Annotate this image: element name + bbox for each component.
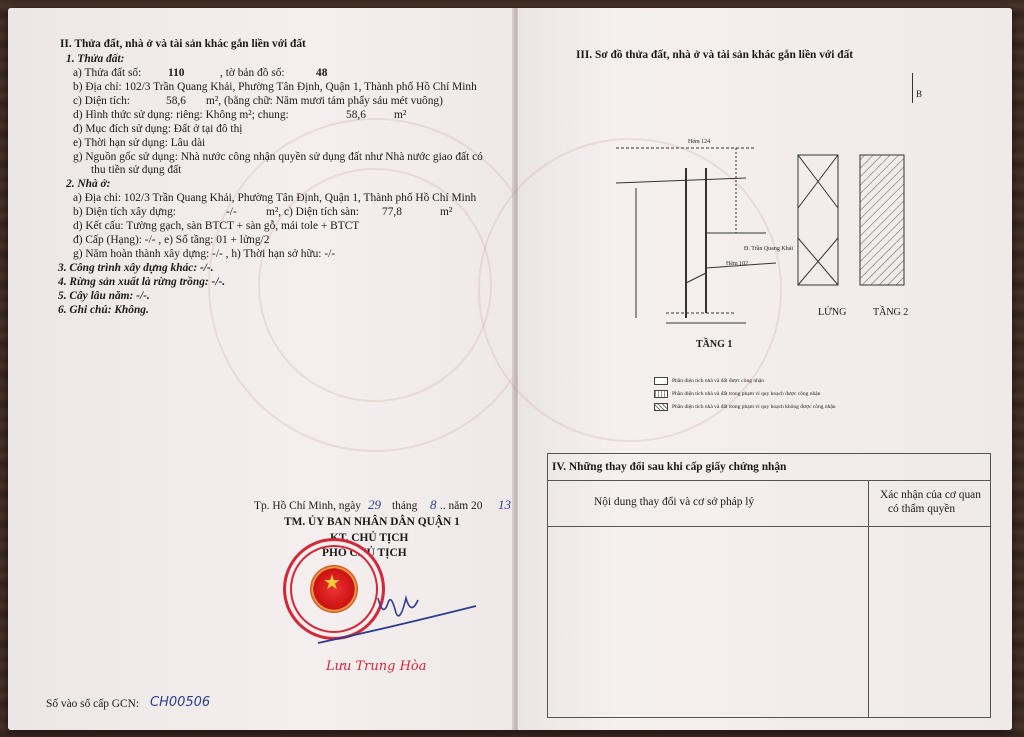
usage-origin-line2: thu tiền sử dụng đất (91, 164, 182, 176)
table-column-divider (868, 480, 869, 717)
perennial-trees: 5. Cây lâu năm: -/-. (58, 290, 150, 302)
mezzanine-plan (796, 153, 844, 293)
house-structure: d) Kết cấu: Tường gạch, sàn BTCT + sàn gỗ, mái tole + BTCT (73, 220, 360, 232)
section3-title: III. Sơ đồ thửa đất, nhà ở và tài sản khác gắn liền với đất (576, 49, 854, 61)
notes: 6. Ghi chú: Không. (58, 304, 149, 316)
issue-month-label: tháng (392, 500, 418, 512)
handwritten-signature (308, 568, 508, 648)
legend-recognized: Phần diện tích nhà và đất được công nhận (672, 378, 765, 384)
usage-term: e) Thời hạn sử dụng: Lâu dài (73, 137, 206, 149)
street-label: Đ. Trần Quang Khải (744, 246, 793, 252)
mezzanine-label: LỬNG (818, 307, 847, 318)
vice-chairman: PHÓ CHỦ TỊCH (322, 547, 407, 559)
table-divider (548, 480, 990, 481)
floor-area-label: m², c) Diện tích sàn: (266, 206, 359, 218)
lot-label: a) Thửa đất số: (73, 67, 142, 79)
legend-planned: Phần diện tích nhà và đất trong phạm vi quy hoạch được công nhận (672, 391, 821, 397)
column-confirmation-line1: Xác nhận của cơ quan (880, 489, 981, 501)
section2-title: II. Thửa đất, nhà ở và tài sản khác gắn liền với đất (60, 38, 306, 50)
house-completion: g) Năm hoàn thành xây dựng: -/- , h) Thời hạn sở hữu: -/- (73, 248, 336, 260)
land-heading: 1. Thửa đất: (66, 53, 125, 65)
legend-swatch-recognized (654, 377, 668, 385)
floor2-plan (858, 153, 908, 293)
house-grade-floors: đ) Cấp (Hạng): -/- , e) Số tầng: 01 + lửng/2 (73, 234, 270, 246)
shared-area-value: 58,6 (346, 109, 366, 121)
certificate-sheet (8, 8, 1012, 730)
house-heading: 2. Nhà ở: (66, 178, 111, 190)
issue-year-label: .. năm 20 (440, 500, 483, 512)
floor2-label: TẦNG 2 (873, 307, 909, 318)
column-confirmation-line2: có thẩm quyền (888, 503, 956, 515)
land-area-label: c) Diện tích: (73, 95, 130, 107)
land-address: b) Địa chỉ: 102/3 Trần Quang Khải, Phường Tân Định, Quận 1, Thành phố Hồ Chí Minh (73, 81, 477, 93)
left-page (8, 8, 514, 730)
gcn-book-number: CH00506 (150, 695, 211, 710)
floor-area-value: 77,8 (382, 206, 402, 218)
usage-purpose: đ) Mục đích sử dụng: Đất ở tại đô thị (73, 123, 243, 135)
issue-date-prefix: Tp. Hồ Chí Minh, ngày (254, 500, 361, 512)
shared-area-unit: m² (394, 109, 407, 121)
land-area-text: m², (bằng chữ: Năm mươi tám phẩy sáu mét vuông) (206, 95, 443, 107)
legend-not-recognized: Phần diện tích nhà và đất trong phạm vi quy hoạch không được công nhận (672, 404, 836, 410)
signer-name: Lưu Trung Hòa (326, 659, 427, 674)
issue-day: 29 (368, 497, 381, 512)
right-page (518, 8, 1012, 730)
north-arrow-icon (912, 73, 913, 103)
alley-bottom-label: Hẻm 102 (726, 261, 749, 267)
map-sheet-number: 48 (316, 67, 328, 79)
land-area-value: 58,6 (166, 95, 186, 107)
issuing-authority: TM. ỦY BAN NHÂN DÂN QUẬN 1 (284, 516, 460, 528)
floor1-label: TẦNG 1 (696, 339, 733, 350)
usage-form: d) Hình thức sử dụng: riêng: Không m²; chung: (73, 109, 289, 121)
column-change-content: Nội dung thay đổi và cơ sở pháp lý (594, 496, 755, 508)
planted-forest: 4. Rừng sản xuất là rừng trồng: -/-. (58, 276, 226, 288)
floor1-site-plan (606, 133, 806, 333)
gcn-book-label: Số vào sổ cấp GCN: (46, 698, 140, 710)
other-constructions: 3. Công trình xây dựng khác: -/-. (58, 262, 214, 274)
house-address: a) Địa chỉ: 102/3 Trần Quang Khải, Phường Tân Định, Quận 1, Thành phố Hồ Chí Minh (73, 192, 477, 204)
lot-number: 110 (168, 67, 185, 79)
seal-star-icon: ★ (323, 572, 341, 594)
usage-origin-line1: g) Nguồn gốc sử dụng: Nhà nước công nhận quyền sử dụng đất như Nhà nước giao đất có (73, 151, 483, 163)
north-label: B (916, 89, 923, 99)
floor-area-unit: m² (440, 206, 453, 218)
build-area-value: -/- (226, 206, 237, 218)
issue-month: 8 (430, 497, 437, 512)
map-sheet-label: , tờ bản đồ số: (220, 67, 285, 79)
legend-swatch-planned (654, 390, 668, 398)
table-header-divider (548, 526, 990, 527)
issue-year: 13 (498, 497, 511, 512)
alley-top-label: Hẻm 124 (688, 139, 711, 145)
section4-title: IV. Những thay đổi sau khi cấp giấy chứng nhận (552, 461, 787, 473)
for-chairman: KT. CHỦ TỊCH (330, 532, 409, 544)
build-area-label: b) Diện tích xây dựng: (73, 206, 176, 218)
legend-swatch-not-recognized (654, 403, 668, 411)
